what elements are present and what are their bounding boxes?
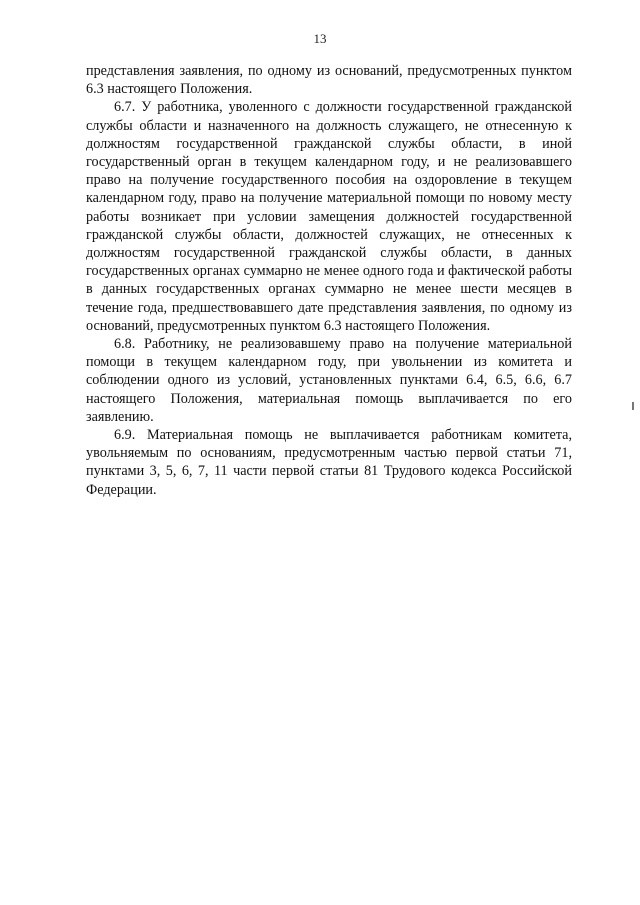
paragraph-continuation: представления заявления, по одному из оснований, предусмотренных пунктом 6.3 настоящего Положения. (86, 63, 572, 98)
paragraph-6-7: 6.7. У работника, уволенного с должности государственной гражданской службы области и назначенного на должность служащего, не отнесенную к должностям государственной гражданской службы области, в иной государственный орган в текущем календарном году, и не реализовавшего право на получение государственного пособия на оздоровление в текущем календарном году, право на получение материальной помощи по новому месту работы возникает при условии замещения должностей государственной гражданской службы области, должностей служащих, не отнесенных к должностям государственной гражданской службы области, в данных государственных органах суммарно не менее одного года и фактической работы в данных государственных органах суммарно не менее шести месяцев в течение года, предшествовавшего дате представления заявления, по одному из оснований, предусмотренных пунктом 6.3 настоящего Положения. (86, 99, 572, 334)
paragraph-6-9: 6.9. Материальная помощь не выплачивается работникам комитета, увольняемым по основаниям, предусмотренным частью первой статьи 71, пунктами 3, 5, 6, 7, 11 части первой статьи 81 Трудового кодекса Российской Федерации. (86, 427, 572, 498)
page-number: 13 (313, 31, 327, 46)
scan-margin-mark (632, 402, 634, 410)
document-body (86, 62, 572, 499)
paragraph-6-8: 6.8. Работнику, не реализовавшему право на получение материальной помощи в текущем календарном году, при увольнении из комитета и соблюдении одного из условий, установленных пунктами 6.4, 6.5, 6.6, 6.7 настоящего Положения, материальная помощь выплачивается по его заявлению. (86, 336, 572, 425)
